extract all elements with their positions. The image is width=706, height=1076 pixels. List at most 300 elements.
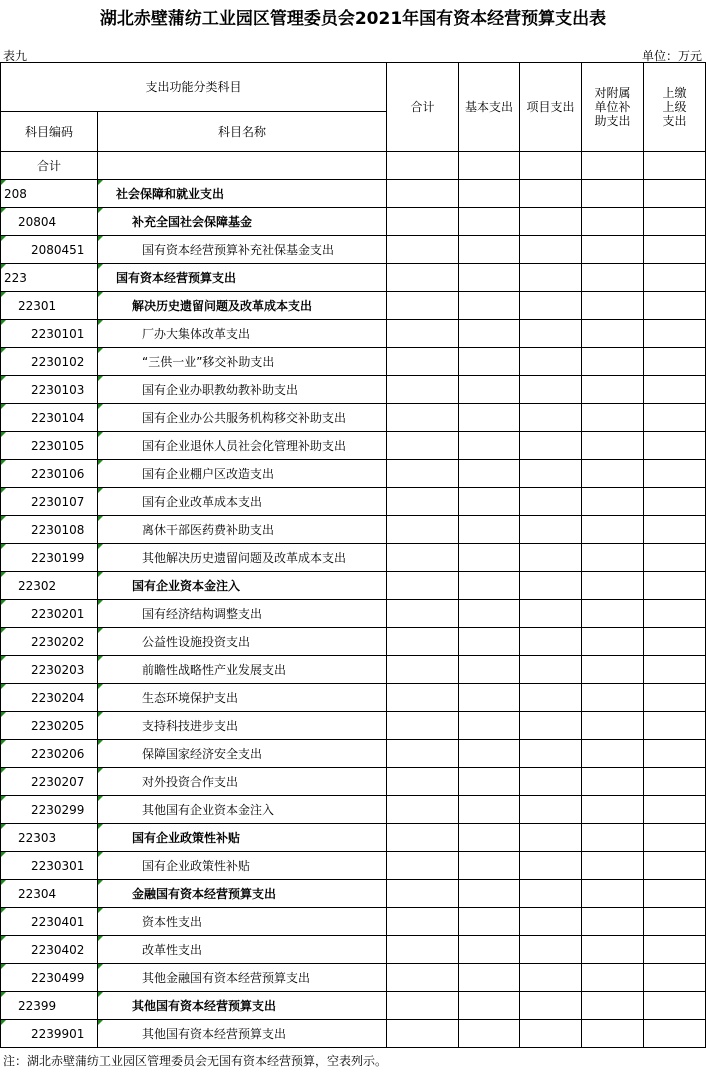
row-name-cell <box>98 628 387 656</box>
row-name-cell <box>98 880 387 908</box>
unit-label: 单位：万元 <box>641 49 702 63</box>
row-name: 国有经济结构调整支出 <box>142 607 263 621</box>
table-row <box>1 348 706 376</box>
amount-cell <box>459 264 520 292</box>
amount-cell <box>644 880 706 908</box>
row-name: 解决历史遗留问题及改革成本支出 <box>132 299 313 313</box>
amount-cell <box>520 600 582 628</box>
amount-cell <box>644 684 706 712</box>
row-name-cell <box>98 460 387 488</box>
row-code: 22302 <box>18 578 57 593</box>
row-code-cell <box>1 180 98 208</box>
amount-cell <box>387 572 459 600</box>
amount-cell <box>644 376 706 404</box>
amount-cell <box>459 376 520 404</box>
table-row <box>1 1020 706 1048</box>
row-name-cell <box>98 992 387 1020</box>
amount-cell <box>387 656 459 684</box>
row-code: 2239901 <box>31 1026 85 1041</box>
amount-cell <box>387 348 459 376</box>
amount-cell <box>582 292 644 320</box>
row-code: 2230103 <box>31 382 85 397</box>
amount-cell <box>520 572 582 600</box>
amount-cell <box>644 712 706 740</box>
row-name: 国有企业政策性补贴 <box>142 859 251 873</box>
header-category: 支出功能分类科目 <box>1 63 387 112</box>
amount-cell <box>520 908 582 936</box>
row-code-cell <box>1 404 98 432</box>
table-row <box>1 264 706 292</box>
row-name: 国有企业办职教幼教补助支出 <box>142 383 299 397</box>
amount-cell <box>387 796 459 824</box>
amount-cell <box>520 432 582 460</box>
row-code: 2230299 <box>31 802 85 817</box>
footnote: 注：湖北赤壁蒲纺工业园区管理委员会无国有资本经营预算，空表列示。 <box>3 1054 388 1068</box>
row-code: 2230199 <box>31 550 85 565</box>
table-row <box>1 320 706 348</box>
amount-cell <box>644 208 706 236</box>
row-name: 公益性设施投资支出 <box>142 635 251 649</box>
amount-cell <box>644 936 706 964</box>
amount-cell <box>387 768 459 796</box>
row-name: 国有资本经营预算支出 <box>116 271 237 285</box>
table-row <box>1 236 706 264</box>
row-code: 2230206 <box>31 746 85 761</box>
table-row <box>1 208 706 236</box>
amount-cell <box>582 712 644 740</box>
row-name-cell <box>98 1020 387 1048</box>
table-row <box>1 432 706 460</box>
row-code: 2230105 <box>31 438 85 453</box>
row-name: 对外投资合作支出 <box>142 775 239 789</box>
row-name: 国有企业办公共服务机构移交补助支出 <box>142 411 347 425</box>
amount-cell <box>582 880 644 908</box>
amount-cell <box>644 600 706 628</box>
header-name: 科目名称 <box>98 112 387 152</box>
amount-cell <box>459 516 520 544</box>
amount-cell <box>582 320 644 348</box>
row-code-cell <box>1 544 98 572</box>
table-row <box>1 824 706 852</box>
header-remit: 上缴上级支出 <box>644 63 706 152</box>
table-number: 表九 <box>3 49 28 63</box>
row-code-cell <box>1 1020 98 1048</box>
table-row <box>1 852 706 880</box>
row-code-cell <box>1 600 98 628</box>
row-name: 国有企业政策性补贴 <box>132 831 241 845</box>
row-code: 2230106 <box>31 466 85 481</box>
row-code: 20804 <box>18 214 57 229</box>
amount-cell <box>459 320 520 348</box>
row-code: 2230101 <box>31 326 85 341</box>
amount-cell <box>387 992 459 1020</box>
amount-cell <box>582 236 644 264</box>
amount-cell <box>582 460 644 488</box>
amount-cell <box>387 236 459 264</box>
row-name: “三供一业”移交补助支出 <box>142 355 275 369</box>
amount-cell <box>644 572 706 600</box>
amount-cell <box>644 908 706 936</box>
amount-cell <box>520 740 582 768</box>
amount-cell <box>644 852 706 880</box>
row-name: 国有企业资本金注入 <box>132 579 241 593</box>
row-code-cell <box>1 320 98 348</box>
row-name-cell <box>98 292 387 320</box>
amount-cell <box>644 404 706 432</box>
amount-cell <box>520 628 582 656</box>
row-name: 社会保障和就业支出 <box>116 187 225 201</box>
amount-cell <box>387 180 459 208</box>
budget-table <box>0 62 706 1048</box>
amount-cell <box>459 656 520 684</box>
row-code: 22303 <box>18 830 57 845</box>
row-code-cell <box>1 908 98 936</box>
header-subsidy: 对附属单位补助支出 <box>582 63 644 152</box>
amount-cell <box>644 1020 706 1048</box>
row-name: 其他解决历史遗留问题及改革成本支出 <box>142 551 347 565</box>
row-name-cell <box>98 936 387 964</box>
amount-cell <box>459 180 520 208</box>
amount-cell <box>387 964 459 992</box>
row-name-cell <box>98 712 387 740</box>
row-code-cell <box>1 208 98 236</box>
amount-cell <box>387 376 459 404</box>
row-code: 22399 <box>18 998 57 1013</box>
amount-cell <box>582 404 644 432</box>
amount-cell <box>459 348 520 376</box>
amount-cell <box>520 684 582 712</box>
amount-cell <box>520 208 582 236</box>
amount-cell <box>582 656 644 684</box>
amount-cell <box>459 292 520 320</box>
row-code: 2230202 <box>31 634 85 649</box>
row-code: 2230499 <box>31 970 85 985</box>
row-name-cell <box>98 964 387 992</box>
amount-cell <box>582 964 644 992</box>
amount-cell <box>582 852 644 880</box>
header-basic: 基本支出 <box>459 63 520 152</box>
row-code-cell <box>1 656 98 684</box>
amount-cell <box>582 516 644 544</box>
total-row-label: 合计 <box>1 152 98 180</box>
amount-cell <box>582 908 644 936</box>
row-code-cell <box>1 992 98 1020</box>
amount-cell <box>459 404 520 432</box>
row-code-cell <box>1 460 98 488</box>
amount-cell <box>582 684 644 712</box>
amount-cell <box>387 852 459 880</box>
amount-cell <box>644 628 706 656</box>
row-name-cell <box>98 376 387 404</box>
amount-cell <box>582 180 644 208</box>
row-code-cell <box>1 824 98 852</box>
table-row <box>1 936 706 964</box>
table-row <box>1 964 706 992</box>
amount-cell <box>520 292 582 320</box>
row-name-cell <box>98 852 387 880</box>
amount-cell <box>387 824 459 852</box>
amount-cell <box>644 432 706 460</box>
amount-cell <box>520 768 582 796</box>
row-code-cell <box>1 712 98 740</box>
amount-cell <box>459 432 520 460</box>
amount-cell <box>459 236 520 264</box>
amount-cell <box>459 684 520 712</box>
row-name-cell <box>98 432 387 460</box>
amount-cell <box>520 236 582 264</box>
amount-cell <box>459 852 520 880</box>
amount-cell <box>520 488 582 516</box>
row-code-cell <box>1 348 98 376</box>
table-row <box>1 740 706 768</box>
row-name-cell <box>98 348 387 376</box>
row-code-cell <box>1 936 98 964</box>
row-name-cell <box>98 908 387 936</box>
row-name: 其他国有资本经营预算支出 <box>142 1027 287 1041</box>
amount-cell <box>582 600 644 628</box>
amount-cell <box>387 1020 459 1048</box>
amount-cell <box>387 544 459 572</box>
amount-cell <box>520 516 582 544</box>
row-name: 国有企业棚户区改造支出 <box>142 467 275 481</box>
amount-cell <box>582 992 644 1020</box>
amount-cell <box>520 404 582 432</box>
amount-cell <box>644 516 706 544</box>
row-name-cell <box>98 208 387 236</box>
row-code-cell <box>1 796 98 824</box>
amount-cell <box>582 628 644 656</box>
table-row <box>1 796 706 824</box>
table-row <box>1 628 706 656</box>
row-code-cell <box>1 488 98 516</box>
row-name-cell <box>98 572 387 600</box>
page-title: 湖北赤壁蒲纺工业园区管理委员会2021年国有资本经营预算支出表 <box>99 9 607 29</box>
row-name: 支持科技进步支出 <box>142 719 239 733</box>
amount-cell <box>644 796 706 824</box>
row-code-cell <box>1 236 98 264</box>
table-row <box>1 908 706 936</box>
amount-cell <box>644 292 706 320</box>
amount-cell <box>520 964 582 992</box>
row-code: 2230102 <box>31 354 85 369</box>
row-name-cell <box>98 236 387 264</box>
amount-cell <box>520 264 582 292</box>
amount-cell <box>644 964 706 992</box>
row-name: 前瞻性战略性产业发展支出 <box>142 663 287 677</box>
header-code: 科目编码 <box>1 112 98 152</box>
amount-cell <box>387 292 459 320</box>
amount-cell <box>644 656 706 684</box>
amount-cell <box>644 180 706 208</box>
amount-cell <box>459 628 520 656</box>
header-total: 合计 <box>387 63 459 152</box>
amount-cell <box>387 432 459 460</box>
row-name: 厂办大集体改革支出 <box>142 327 251 341</box>
row-code-cell <box>1 964 98 992</box>
amount-cell <box>520 544 582 572</box>
amount-cell <box>387 600 459 628</box>
amount-cell <box>582 936 644 964</box>
amount-cell <box>387 460 459 488</box>
amount-cell <box>459 712 520 740</box>
row-code: 223 <box>4 270 27 285</box>
row-name: 离休干部医药费补助支出 <box>142 523 275 537</box>
amount-cell <box>459 460 520 488</box>
row-code-cell <box>1 852 98 880</box>
amount-cell <box>644 740 706 768</box>
amount-cell <box>520 852 582 880</box>
table-row <box>1 292 706 320</box>
row-name: 保障国家经济安全支出 <box>142 747 263 761</box>
amount-cell <box>644 348 706 376</box>
amount-cell <box>582 348 644 376</box>
table-row <box>1 180 706 208</box>
row-name-cell <box>98 740 387 768</box>
row-name-cell <box>98 600 387 628</box>
row-name-cell <box>98 684 387 712</box>
row-name: 国有资本经营预算补充社保基金支出 <box>142 243 335 257</box>
amount-cell <box>387 488 459 516</box>
row-code-cell <box>1 880 98 908</box>
amount-cell <box>520 348 582 376</box>
row-code-cell <box>1 740 98 768</box>
table-row <box>1 488 706 516</box>
row-code-cell <box>1 768 98 796</box>
amount-cell <box>459 488 520 516</box>
row-name-cell <box>98 320 387 348</box>
amount-cell <box>387 880 459 908</box>
amount-cell <box>520 992 582 1020</box>
amount-cell <box>387 684 459 712</box>
row-code-cell <box>1 516 98 544</box>
amount-cell <box>387 740 459 768</box>
row-name: 其他金融国有资本经营预算支出 <box>142 971 311 985</box>
table-row <box>1 656 706 684</box>
amount-cell <box>582 544 644 572</box>
table-row <box>1 460 706 488</box>
table-row <box>1 880 706 908</box>
row-name: 金融国有资本经营预算支出 <box>132 887 277 901</box>
amount-cell <box>582 208 644 236</box>
amount-cell <box>459 908 520 936</box>
amount-cell <box>644 488 706 516</box>
amount-cell <box>520 936 582 964</box>
row-code: 2230402 <box>31 942 85 957</box>
row-code-cell <box>1 292 98 320</box>
row-name: 资本性支出 <box>142 915 203 929</box>
row-code-cell <box>1 264 98 292</box>
row-name-cell <box>98 516 387 544</box>
row-name: 其他国有资本经营预算支出 <box>132 999 277 1013</box>
total-row <box>1 152 706 180</box>
amount-cell <box>520 712 582 740</box>
amount-cell <box>459 572 520 600</box>
row-code: 2230205 <box>31 718 85 733</box>
amount-cell <box>459 936 520 964</box>
row-name-cell <box>98 544 387 572</box>
amount-cell <box>459 796 520 824</box>
amount-cell <box>387 516 459 544</box>
row-name: 国有企业改革成本支出 <box>142 495 263 509</box>
table-row <box>1 684 706 712</box>
amount-cell <box>387 208 459 236</box>
row-name: 生态环境保护支出 <box>142 691 239 705</box>
amount-cell <box>459 880 520 908</box>
amount-cell <box>459 768 520 796</box>
amount-cell <box>459 992 520 1020</box>
table-row <box>1 516 706 544</box>
amount-cell <box>582 740 644 768</box>
amount-cell <box>459 740 520 768</box>
header-project: 项目支出 <box>520 63 582 152</box>
row-name: 其他国有企业资本金注入 <box>142 803 275 817</box>
amount-cell <box>582 824 644 852</box>
table-row <box>1 992 706 1020</box>
amount-cell <box>582 488 644 516</box>
table-row <box>1 404 706 432</box>
row-code-cell <box>1 572 98 600</box>
amount-cell <box>387 320 459 348</box>
amount-cell <box>582 768 644 796</box>
amount-cell <box>520 824 582 852</box>
table-row <box>1 600 706 628</box>
amount-cell <box>387 628 459 656</box>
row-code: 2080451 <box>31 242 85 257</box>
amount-cell <box>644 320 706 348</box>
amount-cell <box>459 824 520 852</box>
amount-cell <box>520 320 582 348</box>
amount-cell <box>644 992 706 1020</box>
amount-cell <box>582 1020 644 1048</box>
amount-cell <box>644 460 706 488</box>
amount-cell <box>582 376 644 404</box>
amount-cell <box>459 600 520 628</box>
row-name-cell <box>98 180 387 208</box>
row-name: 国有企业退休人员社会化管理补助支出 <box>142 439 347 453</box>
row-code: 22301 <box>18 298 57 313</box>
row-code: 2230401 <box>31 914 85 929</box>
row-name-cell <box>98 404 387 432</box>
amount-cell <box>582 432 644 460</box>
row-code: 2230107 <box>31 494 85 509</box>
amount-cell <box>644 236 706 264</box>
row-name-cell <box>98 264 387 292</box>
amount-cell <box>459 208 520 236</box>
table-row <box>1 572 706 600</box>
table-row <box>1 376 706 404</box>
row-code: 2230301 <box>31 858 85 873</box>
amount-cell <box>459 1020 520 1048</box>
row-code: 2230108 <box>31 522 85 537</box>
amount-cell <box>387 264 459 292</box>
amount-cell <box>520 180 582 208</box>
amount-cell <box>582 796 644 824</box>
row-code: 2230204 <box>31 690 85 705</box>
row-name-cell <box>98 796 387 824</box>
row-name: 改革性支出 <box>142 943 203 957</box>
row-name: 补充全国社会保障基金 <box>132 215 253 229</box>
row-code-cell <box>1 628 98 656</box>
amount-cell <box>644 768 706 796</box>
table-row <box>1 544 706 572</box>
row-name-cell <box>98 656 387 684</box>
amount-cell <box>520 376 582 404</box>
amount-cell <box>520 656 582 684</box>
row-code-cell <box>1 376 98 404</box>
table-row <box>1 712 706 740</box>
amount-cell <box>387 404 459 432</box>
row-code: 2230104 <box>31 410 85 425</box>
